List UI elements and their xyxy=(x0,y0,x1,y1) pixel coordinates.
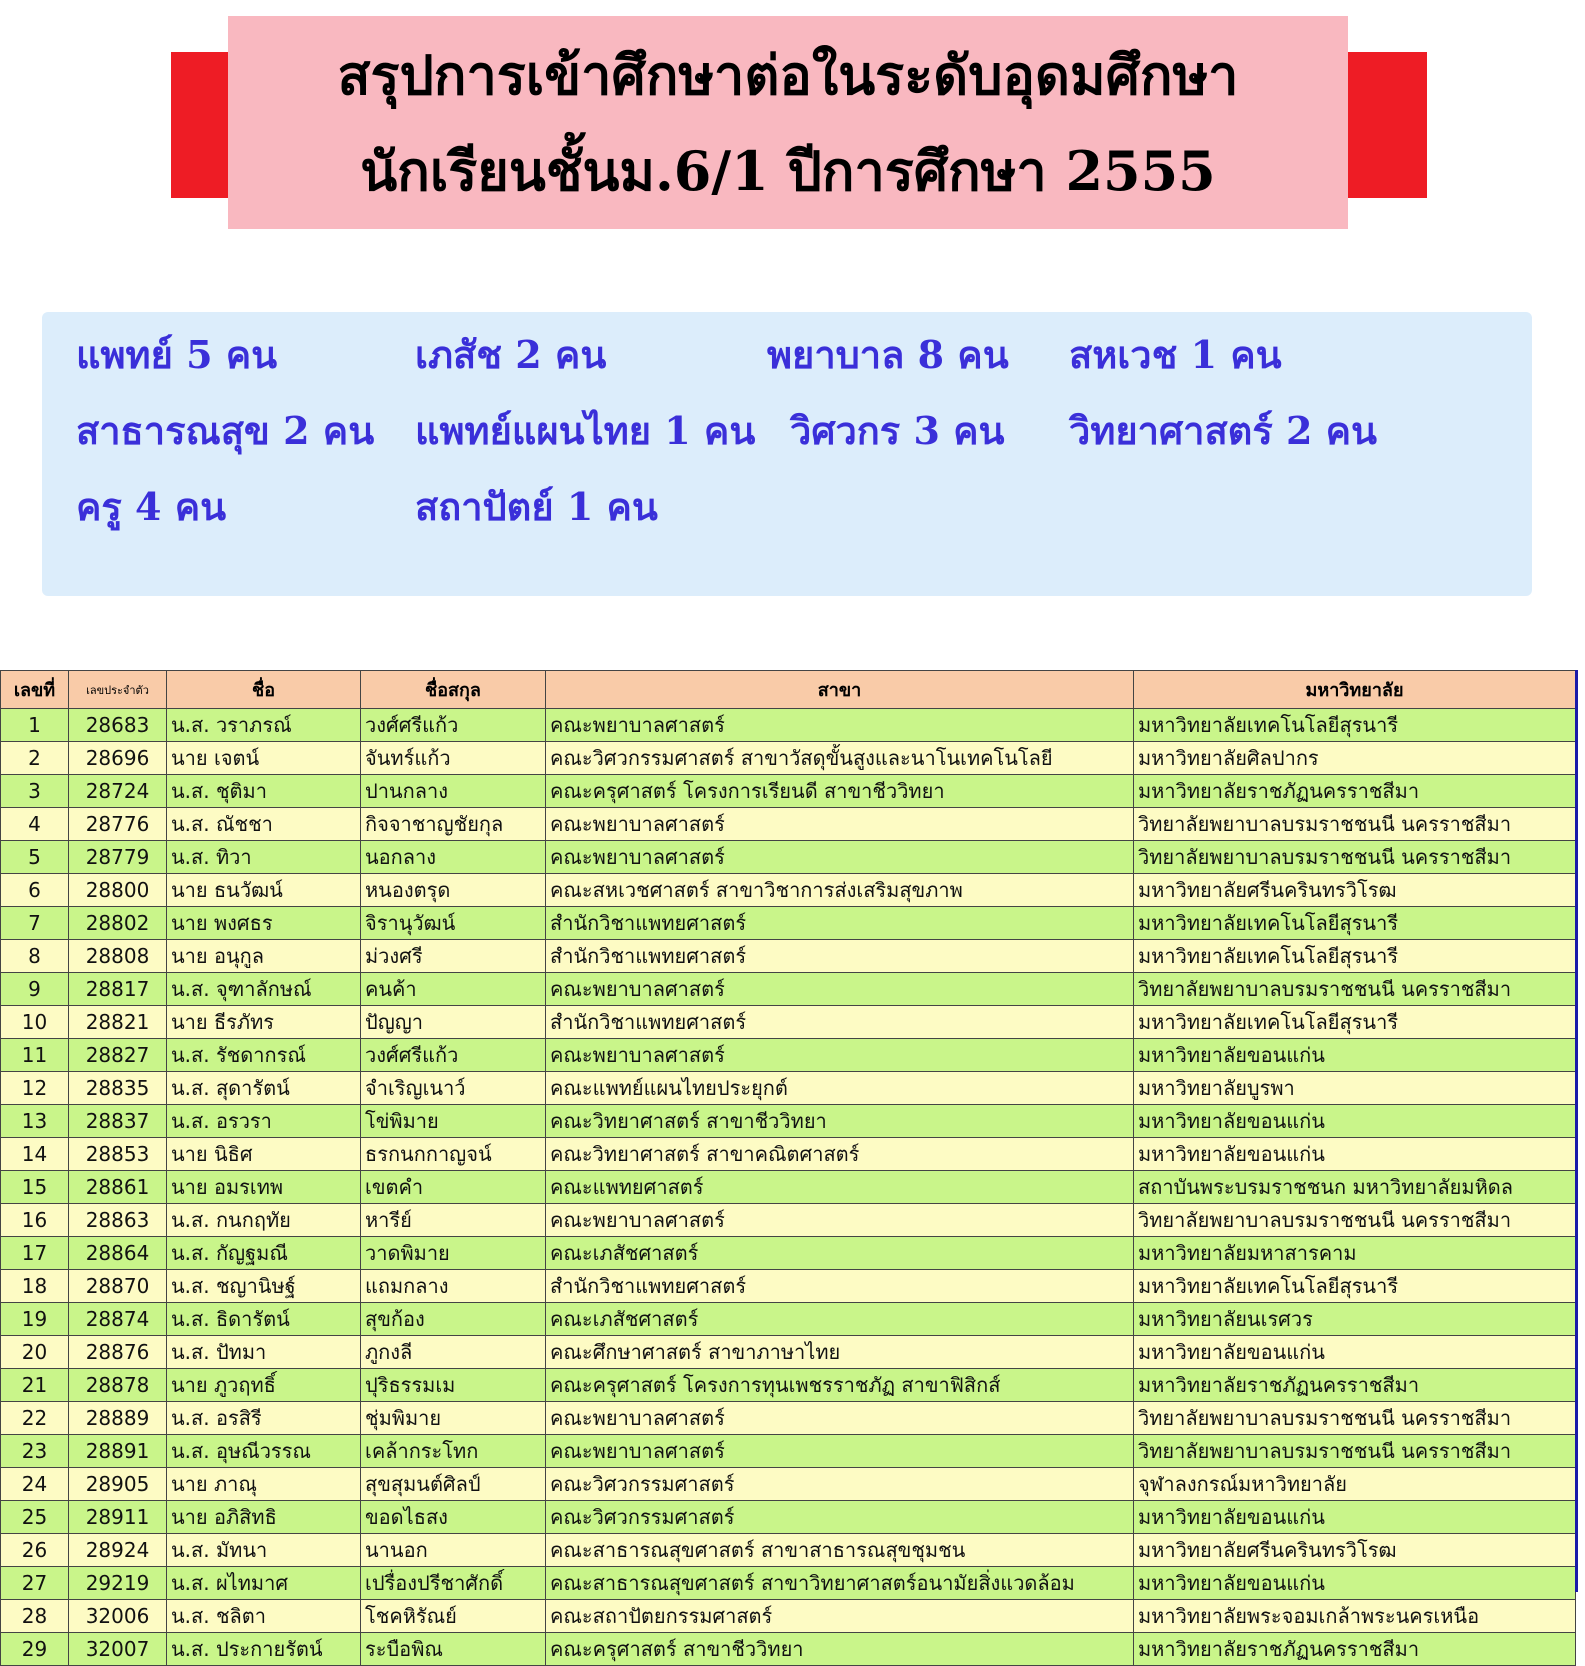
cell-first-name: นาย พงศธร xyxy=(167,907,361,940)
cell-faculty: คณะพยาบาลศาสตร์ xyxy=(546,808,1134,841)
cell-no: 13 xyxy=(1,1105,69,1138)
cell-student-id: 28861 xyxy=(69,1171,167,1204)
cell-university: วิทยาลัยพยาบาลบรมราชชนนี นครราชสีมา xyxy=(1134,1402,1576,1435)
cell-student-id: 28870 xyxy=(69,1270,167,1303)
table-row xyxy=(1,1270,1576,1303)
cell-last-name: วงศ์ศรีแก้ว xyxy=(361,1039,546,1072)
summary-item: สถาปัตย์ 1 คน xyxy=(415,484,658,529)
cell-last-name: จิรานุวัฒน์ xyxy=(361,907,546,940)
table-header-row xyxy=(1,671,1576,709)
table-row xyxy=(1,1534,1576,1567)
cell-last-name: สุขสุมนต์ศิลป์ xyxy=(361,1468,546,1501)
table-row xyxy=(1,940,1576,973)
title-banner xyxy=(228,16,1348,229)
cell-first-name: น.ส. สุดารัตน์ xyxy=(167,1072,361,1105)
cell-university: มหาวิทยาลัยขอนแก่น xyxy=(1134,1567,1576,1600)
cell-first-name: น.ส. อรสิรี xyxy=(167,1402,361,1435)
cell-first-name: น.ส. ชลิตา xyxy=(167,1600,361,1633)
table-row xyxy=(1,1369,1576,1402)
cell-last-name: ปานกลาง xyxy=(361,775,546,808)
cell-last-name: หนองตรุด xyxy=(361,874,546,907)
table-row xyxy=(1,1435,1576,1468)
table-body xyxy=(1,709,1576,1666)
cell-last-name: สุขก้อง xyxy=(361,1303,546,1336)
cell-university: มหาวิทยาลัยเทคโนโลยีสุรนารี xyxy=(1134,1270,1576,1303)
cell-university: มหาวิทยาลัยบูรพา xyxy=(1134,1072,1576,1105)
summary-item: วิศวกร 3 คน xyxy=(790,408,1005,453)
cell-faculty: คณะพยาบาลศาสตร์ xyxy=(546,973,1134,1006)
cell-university: สถาบันพระบรมราชชนก มหาวิทยาลัยมหิดล xyxy=(1134,1171,1576,1204)
header-university: มหาวิทยาลัย xyxy=(1134,671,1576,709)
cell-last-name: ระบือพิณ xyxy=(361,1633,546,1666)
cell-last-name: นานอก xyxy=(361,1534,546,1567)
cell-university: มหาวิทยาลัยศรีนครินทรวิโรฒ xyxy=(1134,1534,1576,1567)
cell-student-id: 28817 xyxy=(69,973,167,1006)
cell-no: 7 xyxy=(1,907,69,940)
cell-university: มหาวิทยาลัยศิลปากร xyxy=(1134,742,1576,775)
table-row xyxy=(1,1006,1576,1039)
cell-student-id: 28802 xyxy=(69,907,167,940)
cell-student-id: 28683 xyxy=(69,709,167,742)
cell-first-name: นาย ธนวัฒน์ xyxy=(167,874,361,907)
cell-student-id: 28827 xyxy=(69,1039,167,1072)
cell-faculty: คณะศึกษาศาสตร์ สาขาภาษาไทย xyxy=(546,1336,1134,1369)
cell-faculty: คณะสาธารณสุขศาสตร์ สาขาสาธารณสุขชุมชน xyxy=(546,1534,1134,1567)
cell-faculty: คณะครุศาสตร์ โครงการเรียนดี สาขาชีววิทยา xyxy=(546,775,1134,808)
cell-university: มหาวิทยาลัยราชภัฏนครราชสีมา xyxy=(1134,1369,1576,1402)
cell-university: จุฬาลงกรณ์มหาวิทยาลัย xyxy=(1134,1468,1576,1501)
cell-student-id: 28864 xyxy=(69,1237,167,1270)
summary-item: พยาบาล 8 คน xyxy=(767,332,1009,377)
cell-faculty: คณะสหเวชศาสตร์ สาขาวิชาการส่งเสริมสุขภาพ xyxy=(546,874,1134,907)
table-row xyxy=(1,841,1576,874)
cell-first-name: นาย อภิสิทธิ xyxy=(167,1501,361,1534)
cell-no: 6 xyxy=(1,874,69,907)
cell-last-name: เคล้ากระโทก xyxy=(361,1435,546,1468)
table-row xyxy=(1,1072,1576,1105)
cell-faculty: คณะครุศาสตร์ สาขาชีววิทยา xyxy=(546,1633,1134,1666)
table-row xyxy=(1,1336,1576,1369)
cell-first-name: น.ส. รัชดากรณ์ xyxy=(167,1039,361,1072)
table-row xyxy=(1,1468,1576,1501)
cell-no: 8 xyxy=(1,940,69,973)
results-table-wrap xyxy=(0,670,1575,1661)
cell-university: มหาวิทยาลัยพระจอมเกล้าพระนครเหนือ xyxy=(1134,1600,1576,1633)
cell-university: มหาวิทยาลัยขอนแก่น xyxy=(1134,1501,1576,1534)
cell-university: มหาวิทยาลัยขอนแก่น xyxy=(1134,1138,1576,1171)
table-row xyxy=(1,1600,1576,1633)
cell-no: 2 xyxy=(1,742,69,775)
cell-university: มหาวิทยาลัยนเรศวร xyxy=(1134,1303,1576,1336)
cell-student-id: 28837 xyxy=(69,1105,167,1138)
cell-first-name: น.ส. อรวรา xyxy=(167,1105,361,1138)
cell-no: 9 xyxy=(1,973,69,1006)
table-right-border xyxy=(1575,670,1578,1592)
cell-university: มหาวิทยาลัยเทคโนโลยีสุรนารี xyxy=(1134,940,1576,973)
table-row xyxy=(1,1567,1576,1600)
cell-no: 11 xyxy=(1,1039,69,1072)
cell-first-name: น.ส. ประกายรัตน์ xyxy=(167,1633,361,1666)
cell-last-name: แถมกลาง xyxy=(361,1270,546,1303)
summary-item: เภสัช 2 คน xyxy=(415,332,607,377)
cell-university: มหาวิทยาลัยขอนแก่น xyxy=(1134,1039,1576,1072)
table-row xyxy=(1,1633,1576,1666)
cell-no: 27 xyxy=(1,1567,69,1600)
cell-first-name: น.ส. ธิดารัตน์ xyxy=(167,1303,361,1336)
cell-university: มหาวิทยาลัยขอนแก่น xyxy=(1134,1336,1576,1369)
header-first-name: ชื่อ xyxy=(167,671,361,709)
cell-no: 14 xyxy=(1,1138,69,1171)
cell-faculty: คณะพยาบาลศาสตร์ xyxy=(546,1435,1134,1468)
cell-first-name: น.ส. กนกฤทัย xyxy=(167,1204,361,1237)
cell-first-name: น.ส. วราภรณ์ xyxy=(167,709,361,742)
cell-no: 25 xyxy=(1,1501,69,1534)
cell-faculty: คณะวิทยาศาสตร์ สาขาคณิตศาสตร์ xyxy=(546,1138,1134,1171)
title-line-2: นักเรียนชั้นม.6/1 ปีการศึกษา 2555 xyxy=(360,138,1216,203)
cell-university: มหาวิทยาลัยมหาสารคาม xyxy=(1134,1237,1576,1270)
cell-no: 21 xyxy=(1,1369,69,1402)
cell-student-id: 32006 xyxy=(69,1600,167,1633)
cell-university: มหาวิทยาลัยเทคโนโลยีสุรนารี xyxy=(1134,907,1576,940)
cell-faculty: คณะวิศวกรรมศาสตร์ สาขาวัสดุขั้นสูงและนาโนเทคโนโลยี xyxy=(546,742,1134,775)
cell-last-name: วาดพิมาย xyxy=(361,1237,546,1270)
cell-last-name: ปุริธรรมเม xyxy=(361,1369,546,1402)
table-row xyxy=(1,1171,1576,1204)
cell-last-name: ชุ่มพิมาย xyxy=(361,1402,546,1435)
cell-no: 29 xyxy=(1,1633,69,1666)
cell-faculty: คณะพยาบาลศาสตร์ xyxy=(546,709,1134,742)
cell-no: 23 xyxy=(1,1435,69,1468)
cell-student-id: 28889 xyxy=(69,1402,167,1435)
cell-first-name: น.ส. มัทนา xyxy=(167,1534,361,1567)
table-row xyxy=(1,1303,1576,1336)
cell-student-id: 28776 xyxy=(69,808,167,841)
cell-last-name: ขอดไธสง xyxy=(361,1501,546,1534)
cell-faculty: คณะพยาบาลศาสตร์ xyxy=(546,1402,1134,1435)
cell-no: 3 xyxy=(1,775,69,808)
summary-item: แพทย์ 5 คน xyxy=(76,332,278,377)
cell-last-name: ภูกงลี xyxy=(361,1336,546,1369)
cell-student-id: 28696 xyxy=(69,742,167,775)
cell-no: 5 xyxy=(1,841,69,874)
cell-first-name: น.ส. กัญฐมณี xyxy=(167,1237,361,1270)
cell-student-id: 28924 xyxy=(69,1534,167,1567)
title-line-1: สรุปการเข้าศึกษาต่อในระดับอุดมศึกษา xyxy=(337,42,1239,107)
cell-first-name: นาย เจตน์ xyxy=(167,742,361,775)
cell-student-id: 28863 xyxy=(69,1204,167,1237)
header-last-name: ชื่อสกุล xyxy=(361,671,546,709)
cell-last-name: โข่พิมาย xyxy=(361,1105,546,1138)
summary-item: วิทยาศาสตร์ 2 คน xyxy=(1069,408,1378,453)
cell-last-name: เขตคำ xyxy=(361,1171,546,1204)
summary-item: ครู 4 คน xyxy=(76,484,227,529)
cell-last-name: กิจจาชาญชัยกุล xyxy=(361,808,546,841)
summary-panel xyxy=(42,312,1532,596)
cell-first-name: นาย อมรเทพ xyxy=(167,1171,361,1204)
cell-first-name: น.ส. ผไทมาศ xyxy=(167,1567,361,1600)
cell-first-name: น.ส. ชุติมา xyxy=(167,775,361,808)
cell-student-id: 28779 xyxy=(69,841,167,874)
cell-first-name: นาย ธีรภัทร xyxy=(167,1006,361,1039)
table-row xyxy=(1,1039,1576,1072)
cell-first-name: นาย อนุกูล xyxy=(167,940,361,973)
cell-no: 16 xyxy=(1,1204,69,1237)
cell-student-id: 28876 xyxy=(69,1336,167,1369)
cell-first-name: น.ส. ชญานิษฐ์ xyxy=(167,1270,361,1303)
cell-university: มหาวิทยาลัยราชภัฏนครราชสีมา xyxy=(1134,775,1576,808)
cell-no: 22 xyxy=(1,1402,69,1435)
cell-university: มหาวิทยาลัยราชภัฏนครราชสีมา xyxy=(1134,1633,1576,1666)
cell-faculty: คณะสาธารณสุขศาสตร์ สาขาวิทยาศาสตร์อนามัยสิ่งแวดล้อม xyxy=(546,1567,1134,1600)
cell-first-name: น.ส. ปัทมา xyxy=(167,1336,361,1369)
cell-last-name: ปัญญา xyxy=(361,1006,546,1039)
table-row xyxy=(1,973,1576,1006)
table-row xyxy=(1,1105,1576,1138)
cell-faculty: สำนักวิชาแพทยศาสตร์ xyxy=(546,940,1134,973)
cell-no: 10 xyxy=(1,1006,69,1039)
cell-last-name: นอกลาง xyxy=(361,841,546,874)
header-student-id: เลขประจำตัว xyxy=(69,671,167,709)
cell-student-id: 32007 xyxy=(69,1633,167,1666)
summary-item: สหเวช 1 คน xyxy=(1069,332,1282,377)
cell-student-id: 28874 xyxy=(69,1303,167,1336)
cell-last-name: ธรกนกกาญจน์ xyxy=(361,1138,546,1171)
cell-faculty: สำนักวิชาแพทยศาสตร์ xyxy=(546,907,1134,940)
cell-first-name: นาย ภาณุ xyxy=(167,1468,361,1501)
cell-faculty: คณะวิศวกรรมศาสตร์ xyxy=(546,1501,1134,1534)
cell-faculty: สำนักวิชาแพทยศาสตร์ xyxy=(546,1270,1134,1303)
cell-no: 20 xyxy=(1,1336,69,1369)
cell-no: 28 xyxy=(1,1600,69,1633)
cell-student-id: 28878 xyxy=(69,1369,167,1402)
cell-last-name: โชคหิรัณย์ xyxy=(361,1600,546,1633)
table-row xyxy=(1,775,1576,808)
cell-faculty: คณะพยาบาลศาสตร์ xyxy=(546,841,1134,874)
cell-student-id: 29219 xyxy=(69,1567,167,1600)
cell-last-name: จันทร์แก้ว xyxy=(361,742,546,775)
cell-last-name: คนค้า xyxy=(361,973,546,1006)
cell-faculty: คณะเภสัชศาสตร์ xyxy=(546,1303,1134,1336)
cell-first-name: น.ส. อุษณีวรรณ xyxy=(167,1435,361,1468)
table-row xyxy=(1,1501,1576,1534)
cell-no: 4 xyxy=(1,808,69,841)
cell-last-name: จำเริญเนาว์ xyxy=(361,1072,546,1105)
cell-faculty: คณะสถาปัตยกรรมศาสตร์ xyxy=(546,1600,1134,1633)
cell-last-name: เปรื่องปรีชาศักดิ์ xyxy=(361,1567,546,1600)
table-row xyxy=(1,1237,1576,1270)
cell-faculty: คณะวิศวกรรมศาสตร์ xyxy=(546,1468,1134,1501)
cell-university: มหาวิทยาลัยขอนแก่น xyxy=(1134,1105,1576,1138)
cell-student-id: 28821 xyxy=(69,1006,167,1039)
cell-no: 26 xyxy=(1,1534,69,1567)
cell-faculty: คณะแพทยศาสตร์ xyxy=(546,1171,1134,1204)
table-row xyxy=(1,1204,1576,1237)
cell-university: มหาวิทยาลัยเทคโนโลยีสุรนารี xyxy=(1134,709,1576,742)
header-faculty: สาขา xyxy=(546,671,1134,709)
header-no: เลขที่ xyxy=(1,671,69,709)
cell-last-name: วงศ์ศรีแก้ว xyxy=(361,709,546,742)
cell-student-id: 28891 xyxy=(69,1435,167,1468)
results-table xyxy=(0,670,1576,1666)
cell-last-name: ม่วงศรี xyxy=(361,940,546,973)
cell-student-id: 28905 xyxy=(69,1468,167,1501)
cell-university: วิทยาลัยพยาบาลบรมราชชนนี นครราชสีมา xyxy=(1134,808,1576,841)
cell-student-id: 28853 xyxy=(69,1138,167,1171)
table-row xyxy=(1,907,1576,940)
cell-student-id: 28800 xyxy=(69,874,167,907)
cell-first-name: นาย นิธิศ xyxy=(167,1138,361,1171)
table-row xyxy=(1,1138,1576,1171)
cell-faculty: คณะเภสัชศาสตร์ xyxy=(546,1237,1134,1270)
table-row xyxy=(1,1402,1576,1435)
table-row xyxy=(1,808,1576,841)
cell-last-name: หารีย์ xyxy=(361,1204,546,1237)
cell-university: วิทยาลัยพยาบาลบรมราชชนนี นครราชสีมา xyxy=(1134,1435,1576,1468)
cell-faculty: คณะพยาบาลศาสตร์ xyxy=(546,1204,1134,1237)
cell-faculty: คณะพยาบาลศาสตร์ xyxy=(546,1039,1134,1072)
cell-faculty: คณะครุศาสตร์ โครงการทุนเพชรราชภัฏ สาขาฟิสิกส์ xyxy=(546,1369,1134,1402)
cell-faculty: คณะวิทยาศาสตร์ สาขาชีววิทยา xyxy=(546,1105,1134,1138)
summary-item: แพทย์แผนไทย 1 คน xyxy=(415,408,756,453)
cell-no: 12 xyxy=(1,1072,69,1105)
cell-university: วิทยาลัยพยาบาลบรมราชชนนี นครราชสีมา xyxy=(1134,841,1576,874)
cell-student-id: 28724 xyxy=(69,775,167,808)
cell-first-name: น.ส. ทิวา xyxy=(167,841,361,874)
cell-university: วิทยาลัยพยาบาลบรมราชชนนี นครราชสีมา xyxy=(1134,973,1576,1006)
summary-item: สาธารณสุข 2 คน xyxy=(76,408,375,453)
cell-no: 1 xyxy=(1,709,69,742)
cell-student-id: 28911 xyxy=(69,1501,167,1534)
cell-university: มหาวิทยาลัยศรีนครินทรวิโรฒ xyxy=(1134,874,1576,907)
cell-no: 19 xyxy=(1,1303,69,1336)
cell-no: 17 xyxy=(1,1237,69,1270)
table-row xyxy=(1,874,1576,907)
cell-first-name: น.ส. ณัชชา xyxy=(167,808,361,841)
cell-first-name: น.ส. จุฑาลักษณ์ xyxy=(167,973,361,1006)
cell-university: มหาวิทยาลัยเทคโนโลยีสุรนารี xyxy=(1134,1006,1576,1039)
cell-first-name: นาย ภูวฤทธิ์ xyxy=(167,1369,361,1402)
cell-no: 24 xyxy=(1,1468,69,1501)
cell-student-id: 28808 xyxy=(69,940,167,973)
cell-faculty: สำนักวิชาแพทยศาสตร์ xyxy=(546,1006,1134,1039)
table-row xyxy=(1,709,1576,742)
table-row xyxy=(1,742,1576,775)
cell-no: 15 xyxy=(1,1171,69,1204)
cell-student-id: 28835 xyxy=(69,1072,167,1105)
cell-faculty: คณะแพทย์แผนไทยประยุกต์ xyxy=(546,1072,1134,1105)
cell-no: 18 xyxy=(1,1270,69,1303)
cell-university: วิทยาลัยพยาบาลบรมราชชนนี นครราชสีมา xyxy=(1134,1204,1576,1237)
